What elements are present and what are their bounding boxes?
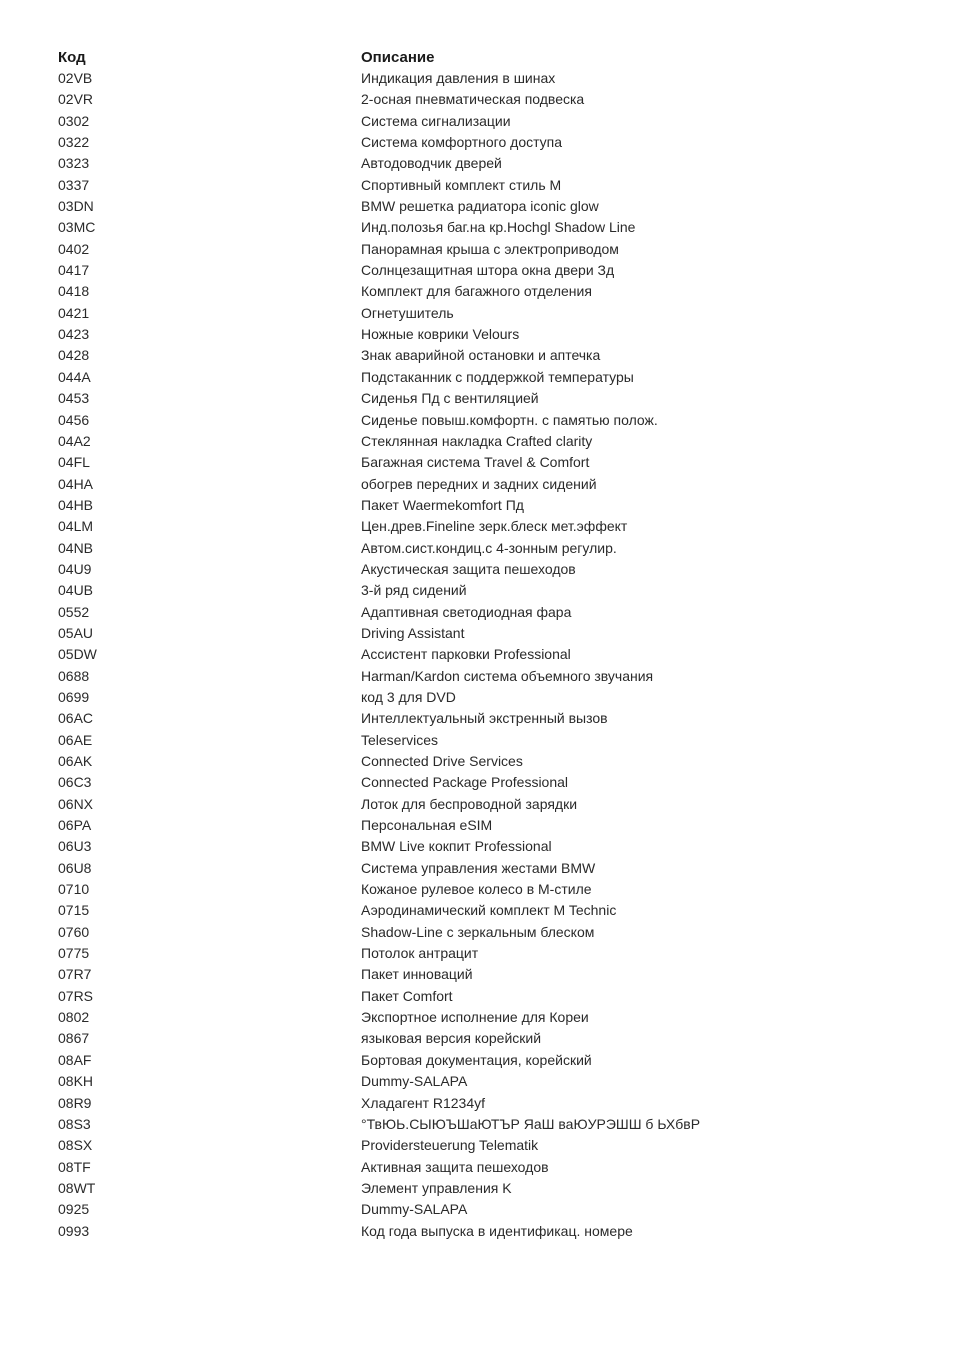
option-description-cell: Пакет инноваций xyxy=(361,966,473,983)
header-description: Описание xyxy=(361,48,435,66)
option-description-cell: Ножные коврики Velours xyxy=(361,326,520,343)
option-code-cell: 08SX xyxy=(58,1137,93,1154)
option-description-cell: Сиденье повыш.комфортн. с памятью полож. xyxy=(361,411,658,428)
table-row xyxy=(58,260,918,281)
option-description-cell: Лоток для беспроводной зарядки xyxy=(361,795,578,812)
table-row xyxy=(58,559,918,580)
option-description-cell: Connected Package Professional xyxy=(361,774,569,791)
option-description-cell: Driving Assistant xyxy=(361,624,465,641)
option-code-cell: 08AF xyxy=(58,1051,92,1068)
table-row xyxy=(58,1050,918,1071)
option-description-cell: °ТвЮЬ.СЫЮЪШаЮТЪР ЯаШ ваЮУРЭШШ б ЬХбвР xyxy=(361,1115,701,1132)
option-code-cell: 0760 xyxy=(58,923,90,940)
table-row xyxy=(58,239,918,260)
option-description-cell: Хладагент R1234yf xyxy=(361,1094,486,1111)
option-description-cell: Активная защита пешеходов xyxy=(361,1158,549,1175)
option-description-cell: 2-осная пневматическая подвеска xyxy=(361,91,585,108)
table-row xyxy=(58,836,918,857)
table-row xyxy=(58,538,918,559)
option-code-cell: 0688 xyxy=(58,667,90,684)
table-row xyxy=(58,708,918,729)
table-row xyxy=(58,964,918,985)
table-row xyxy=(58,1028,918,1049)
option-code-cell: 08R9 xyxy=(58,1094,92,1111)
option-code-cell: 0552 xyxy=(58,603,90,620)
table-row xyxy=(58,516,918,537)
table-row xyxy=(58,794,918,815)
option-description-cell: Аэродинамический комплект M Technic xyxy=(361,902,617,919)
option-code-cell: 06AK xyxy=(58,753,93,769)
option-code-cell: 04HB xyxy=(58,496,94,513)
option-description-cell: Ассистент парковки Professional xyxy=(361,646,571,663)
table-row xyxy=(58,281,918,302)
option-description-cell: Сиденья Пд с вентиляцией xyxy=(361,390,539,407)
option-description-cell: Цен.древ.Fineline зерк.блеск мет.эффект xyxy=(361,518,628,535)
table-row xyxy=(58,580,918,601)
option-code-cell: 04A2 xyxy=(58,432,91,449)
option-code-cell: 04NB xyxy=(58,539,94,556)
table-row xyxy=(58,666,918,687)
option-code-cell: 0802 xyxy=(58,1009,90,1026)
option-code-cell: 03DN xyxy=(58,198,94,215)
option-description-cell: языковая версия корейский xyxy=(361,1030,542,1047)
table-row xyxy=(58,943,918,964)
option-description-cell: Connected Drive Services xyxy=(361,753,523,769)
option-description-cell: Индикация давления в шинах xyxy=(361,70,556,86)
option-description-cell: 3-й ряд сидений xyxy=(361,582,467,599)
option-description-cell: Teleservices xyxy=(361,731,439,748)
option-code-cell: 04LM xyxy=(58,518,94,535)
table-row xyxy=(58,1007,918,1028)
option-code-cell: 0925 xyxy=(58,1201,90,1218)
option-code-cell: 0322 xyxy=(58,134,90,151)
table-row xyxy=(58,452,918,473)
option-description-cell: Код года выпуска в идентификац. номере xyxy=(361,1222,633,1239)
option-description-cell: Стеклянная накладка Crafted clarity xyxy=(361,432,593,449)
option-description-cell: Огнетушитель xyxy=(361,304,454,321)
option-code-cell: 0423 xyxy=(58,326,90,343)
option-code-cell: 06PA xyxy=(58,817,92,834)
option-code-cell: 06NX xyxy=(58,795,94,812)
option-description-cell: Багажная система Travel & Comfort xyxy=(361,454,590,471)
table-row xyxy=(58,815,918,836)
option-code-cell: 0456 xyxy=(58,411,90,428)
option-description-cell: Подстаканник с поддержкой температуры xyxy=(361,368,634,385)
option-description-cell: обогрев передних и задних сидений xyxy=(361,475,597,492)
option-code-cell: 04HA xyxy=(58,475,94,492)
table-row xyxy=(58,644,918,665)
option-description-cell: Shadow-Line с зеркальным блеском xyxy=(361,923,595,940)
table-row xyxy=(58,623,918,644)
option-description-cell: Providersteuerung Telematik xyxy=(361,1137,539,1154)
table-row xyxy=(58,431,918,452)
option-code-cell: 05AU xyxy=(58,624,94,641)
table-row xyxy=(58,388,918,409)
option-description-cell: Пакет Waermekomfort Пд xyxy=(361,496,524,513)
option-code-cell: 08KH xyxy=(58,1073,94,1090)
table-row xyxy=(58,1221,918,1242)
option-code-cell: 07RS xyxy=(58,987,94,1004)
table-header-row xyxy=(58,46,918,68)
option-description-cell: Инд.полозья баг.на кр.Hochgl Shadow Line xyxy=(361,219,636,236)
option-description-cell: Автом.сист.кондиц.с 4-зонным регулир. xyxy=(361,539,617,556)
table-row xyxy=(58,68,918,89)
table-row xyxy=(58,495,918,516)
option-code-cell: 06C3 xyxy=(58,774,92,791)
table-row xyxy=(58,303,918,324)
option-description-cell: Кожаное рулевое колесо в M-стиле xyxy=(361,881,592,898)
option-description-cell: Панорамная крыша с электроприводом xyxy=(361,240,619,257)
option-description-cell: Dummy-SALAPA xyxy=(361,1073,468,1090)
table-row xyxy=(58,602,918,623)
option-code-cell: 0302 xyxy=(58,112,90,129)
option-code-cell: 0993 xyxy=(58,1222,90,1239)
option-code-cell: 08WT xyxy=(58,1179,96,1196)
table-row xyxy=(58,730,918,751)
option-codes-table xyxy=(58,46,918,1242)
table-row xyxy=(58,217,918,238)
option-description-cell: Система управления жестами BMW xyxy=(361,859,596,876)
table-row xyxy=(58,1178,918,1199)
table-row xyxy=(58,772,918,793)
option-code-cell: 044A xyxy=(58,368,91,385)
option-description-cell: BMW Live кокпит Professional xyxy=(361,838,552,855)
table-row xyxy=(58,687,918,708)
option-description-cell: BMW решетка радиатора iconic glow xyxy=(361,198,599,215)
table-row xyxy=(58,474,918,495)
table-row xyxy=(58,153,918,174)
option-description-cell: Адаптивная светодиодная фара xyxy=(361,603,572,620)
option-code-cell: 06U3 xyxy=(58,838,92,855)
option-description-cell: Потолок антрацит xyxy=(361,945,479,962)
option-description-cell: Интеллектуальный экстренный вызов xyxy=(361,710,608,727)
option-code-cell: 02VB xyxy=(58,70,93,86)
table-row xyxy=(58,1071,918,1092)
option-code-cell: 0421 xyxy=(58,304,90,321)
option-description-cell: Акустическая защита пешеходов xyxy=(361,560,576,577)
table-row xyxy=(58,175,918,196)
table-body xyxy=(58,68,918,1242)
option-code-cell: 06U8 xyxy=(58,859,92,876)
option-description-cell: Элемент управления K xyxy=(361,1179,512,1196)
option-description-cell: Harman/Kardon система объемного звучания xyxy=(361,667,654,684)
options-sheet xyxy=(58,46,918,1242)
option-code-cell: 0428 xyxy=(58,347,90,364)
option-code-cell: 07R7 xyxy=(58,966,92,983)
option-description-cell: Система сигнализации xyxy=(361,112,511,129)
option-description-cell: Персональная eSIM xyxy=(361,817,493,834)
option-code-cell: 0699 xyxy=(58,688,90,705)
option-code-cell: 0337 xyxy=(58,176,90,193)
option-description-cell: Солнцезащитная штора окна двери Зд xyxy=(361,262,615,279)
option-code-cell: 0417 xyxy=(58,262,90,279)
option-code-cell: 03MC xyxy=(58,219,96,236)
table-row xyxy=(58,89,918,110)
option-description-cell: Экспортное исполнение для Кореи xyxy=(361,1009,589,1026)
table-row xyxy=(58,1199,918,1220)
option-code-cell: 02VR xyxy=(58,91,94,108)
option-code-cell: 0710 xyxy=(58,881,90,898)
option-code-cell: 06AE xyxy=(58,731,93,748)
option-description-cell: Знак аварийной остановки и аптечка xyxy=(361,347,601,364)
option-code-cell: 0867 xyxy=(58,1030,90,1047)
option-code-cell: 0715 xyxy=(58,902,90,919)
option-code-cell: 0453 xyxy=(58,390,90,407)
option-description-cell: Комплект для багажного отделения xyxy=(361,283,592,300)
table-row xyxy=(58,900,918,921)
option-code-cell: 08TF xyxy=(58,1158,91,1175)
header-code: Код xyxy=(58,48,86,66)
table-row xyxy=(58,1093,918,1114)
option-description-cell: Система комфортного доступа xyxy=(361,134,563,151)
table-row xyxy=(58,1114,918,1135)
option-code-cell: 08S3 xyxy=(58,1115,91,1132)
table-row xyxy=(58,751,918,772)
option-description-cell: Dummy-SALAPA xyxy=(361,1201,468,1218)
table-row xyxy=(58,367,918,388)
option-description-cell: Пакет Comfort xyxy=(361,987,453,1004)
table-row xyxy=(58,196,918,217)
option-description-cell: код 3 для DVD xyxy=(361,688,456,705)
table-row xyxy=(58,1157,918,1178)
table-row xyxy=(58,324,918,345)
option-description-cell: Автодоводчик дверей xyxy=(361,155,502,172)
option-code-cell: 05DW xyxy=(58,646,97,663)
table-row xyxy=(58,132,918,153)
option-description-cell: Спортивный комплект стиль M xyxy=(361,176,562,193)
option-code-cell: 0418 xyxy=(58,283,90,300)
option-code-cell: 0775 xyxy=(58,945,90,962)
option-code-cell: 04U9 xyxy=(58,560,92,577)
table-row xyxy=(58,858,918,879)
option-code-cell: 04UB xyxy=(58,582,94,599)
table-row xyxy=(58,1135,918,1156)
table-row xyxy=(58,410,918,431)
table-row xyxy=(58,922,918,943)
table-row xyxy=(58,345,918,366)
option-description-cell: Бортовая документация, корейский xyxy=(361,1051,592,1068)
table-row xyxy=(58,986,918,1007)
option-code-cell: 0323 xyxy=(58,155,90,172)
option-code-cell: 0402 xyxy=(58,240,90,257)
option-code-cell: 04FL xyxy=(58,454,90,471)
option-code-cell: 06AC xyxy=(58,710,94,727)
table-row xyxy=(58,111,918,132)
table-row xyxy=(58,879,918,900)
